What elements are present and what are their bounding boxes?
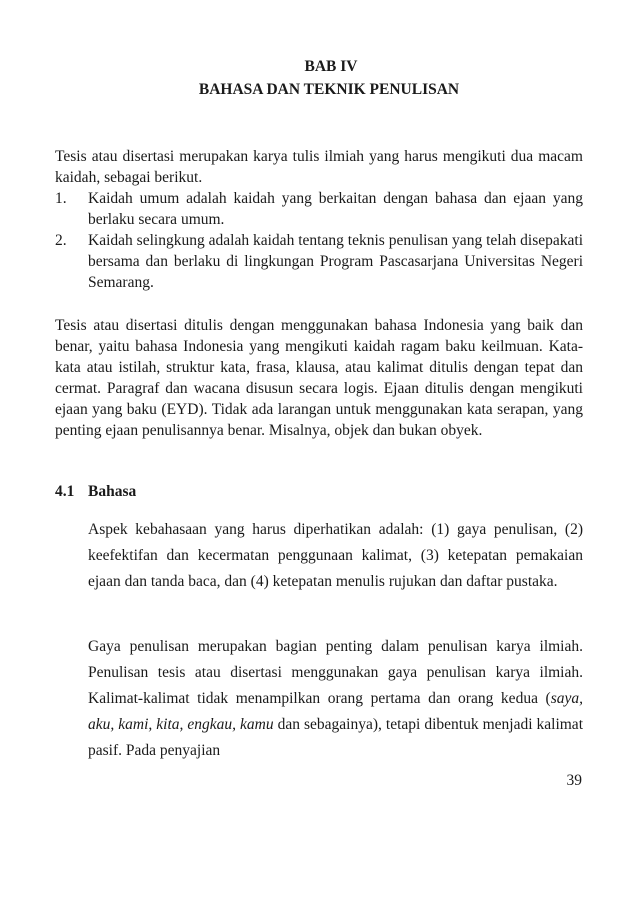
page-number: 39	[566, 772, 582, 789]
list-item	[55, 230, 583, 293]
language-paragraph: Tesis atau disertasi ditulis dengan menggunakan bahasa Indonesia yang baik dan benar, yaitu bahasa Indonesia yang mengikuti kaidah ragam baku keilmuan. Kata-kata atau istilah, struktur kata, frasa, klausa, atau kalimat ditulis dengan tepat dan cermat. Paragraf dan wacana disusun secara logis. Ejaan ditulis dengan mengikuti ejaan yang baku (EYD). Tidak ada larangan untuk menggunakan kata serapan, yang penting ejaan penulisannya benar. Misalnya, objek dan bukan obyek.	[55, 317, 583, 439]
list-item-text: Kaidah selingkung adalah kaidah tentang teknis penulisan yang telah disepakati bersama dan berlaku di lingkungan Program Pascasarjana Universitas Negeri Semarang.	[88, 232, 583, 291]
section-title: Bahasa	[88, 483, 137, 500]
list-item	[55, 188, 583, 230]
list-item-number: 2.	[55, 232, 67, 249]
list-item-number: 1.	[55, 190, 67, 207]
list-item-text: Kaidah umum adalah kaidah yang berkaitan dengan bahasa dan ejaan yang berlaku secara umum.	[88, 190, 583, 228]
section-heading	[55, 483, 136, 501]
kaidah-list	[55, 188, 583, 293]
section-number: 4.1	[55, 483, 75, 500]
style-paragraph	[88, 634, 583, 764]
style-paragraph-text: Gaya penulisan merupakan bagian penting dalam penulisan karya ilmiah. Penulisan tesis atau disertasi menggunakan gaya penulisan karya ilmiah. Kalimat-kalimat tidak menampilkan orang pertama dan orang kedua (	[88, 638, 583, 707]
intro-paragraph: Tesis atau disertasi merupakan karya tulis ilmiah yang harus mengikuti dua macam kaidah, sebagai berikut.	[55, 148, 583, 186]
aspect-paragraph: Aspek kebahasaan yang harus diperhatikan adalah: (1) gaya penulisan, (2) keefektifan dan kecermatan penggunaan kalimat, (3) ketepatan pemakaian ejaan dan tanda baca, dan (4) ketepatan menulis rujukan dan daftar pustaka.	[88, 521, 583, 590]
pronoun-examples: saya, aku, kami, kita, engkau, kamu	[88, 690, 583, 733]
style-paragraph-text-end: dan sebagainya), tetapi dibentuk menjadi kalimat pasif. Pada penyajian	[88, 716, 583, 759]
chapter-label: BAB IV	[304, 58, 358, 75]
chapter-title: BAHASA DAN TEKNIK PENULISAN	[198, 81, 460, 98]
